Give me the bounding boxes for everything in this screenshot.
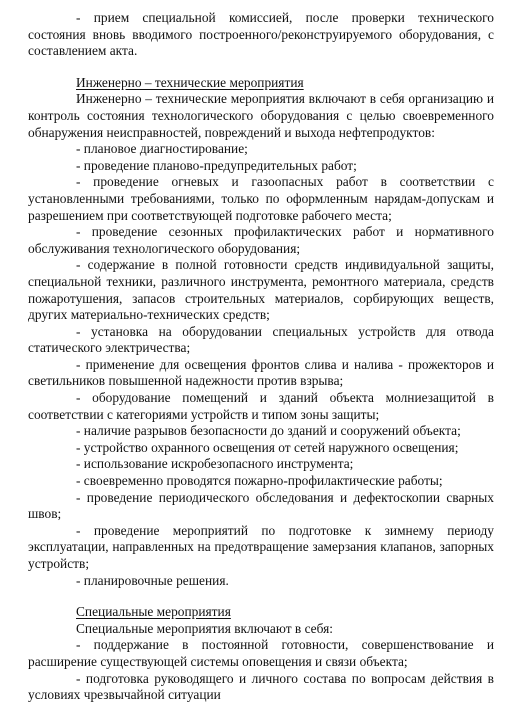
list-item: - установка на оборудовании специальных устройств для отвода статического электричества; [28, 323, 494, 356]
list-item: - подготовка руководящего и личного состава по вопросам действия в условиях чрезвычайной ситуации [28, 670, 494, 703]
spacer [28, 60, 494, 75]
section-intro-special: Специальные мероприятия включают в себя: [76, 620, 333, 636]
list-item: - проведение периодического обследования и дефектоскопии сварных швов; [28, 489, 494, 522]
list-item: - поддержание в постоянной готовности, совершенствование и расширение существующей системы оповещения и связи объекта; [28, 637, 494, 669]
list-item: - устройство охранного освещения от сетей наружного освещения; [76, 439, 459, 455]
list-item: - проведение планово-предупредительных работ; [76, 157, 357, 173]
section-heading-special: Специальные мероприятия [76, 604, 231, 620]
list-item: - оборудование помещений и зданий объекта молниезащитой в соответствии с категориями устройств и типом зоны защиты; [28, 390, 494, 422]
list-item: - проведение сезонных профилактических работ и нормативного обслуживания технологического оборудования; [28, 224, 494, 256]
list-item: - своевременно проводятся пожарно-профилактические работы; [76, 473, 443, 489]
list-item: - плановое диагностирование; [76, 141, 248, 157]
section-heading-engineering: Инженерно – технические мероприятия [76, 74, 304, 90]
list-item: - наличие разрывов безопасности до зданий и сооружений объекта; [76, 423, 461, 439]
list-item: - проведение огневых и газоопасных работ в соответствии с установленными требованиями, только по оформленным нарядам-допускам и разрешением при соответствующей подготовке рабочего места; [28, 174, 494, 223]
list-item: - проведение мероприятий по подготовке к зимнему периоду эксплуатации, направленных на предотвращение замерзания клапанов, запорных устройств; [28, 522, 494, 571]
document-page [28, 10, 494, 704]
spacer [28, 589, 494, 604]
intro-paragraph: - прием специальной комиссией, после проверки технического состояния вновь вводимого построенного/реконструируемого оборудования, с составлением акта. [28, 10, 494, 59]
section-intro-engineering: Инженерно – технические мероприятия включают в себя организацию и контроль состояния технологического оборудования с целью своевременного обнаружения неисправностей, повреждений и выхода нефтепродуктов: [28, 91, 494, 140]
list-item: - использование искробезопасного инструмента; [76, 456, 354, 472]
list-item: - планировочные решения. [76, 572, 229, 588]
list-item: - содержание в полной готовности средств индивидуальной защиты, специальной техники, различного инструмента, ремонтного материала, средств пожаротушения, запасов строительных материалов, сорбирующих веществ, других материально-технических средств; [28, 257, 494, 323]
list-item: - применение для освещения фронтов слива и налива - прожекторов и светильников повышенной надежности против взрыва; [28, 356, 494, 389]
